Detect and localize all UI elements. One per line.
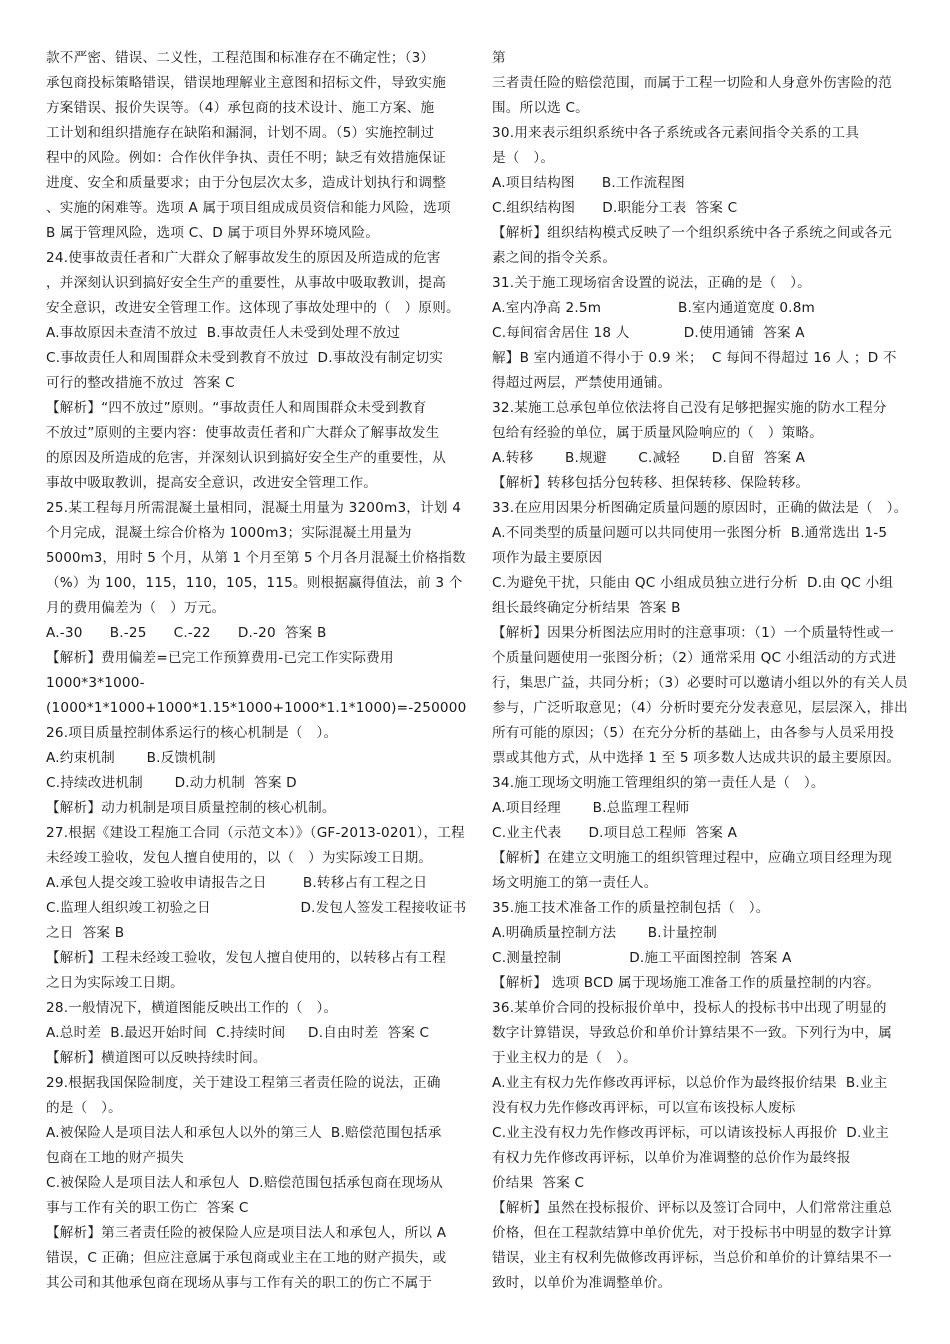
text-line: C.为避免干扰，只能由 QC 小组成员独立进行分析 D.由 QC 小组 xyxy=(492,575,894,591)
text-line: 不放过”原则的主要内容：使事故责任者和广大群众了解事故发生 xyxy=(46,425,440,441)
text-line: C.监理人组织竣工初验之日 D.发包人签发工程接收证书 xyxy=(46,900,467,916)
text-line: 32.某施工总承包单位依法将自己没有足够把握实施的防水工程分 xyxy=(492,400,887,416)
text-line: 之日为实际竣工日期。 xyxy=(46,975,184,991)
text-line: 【解析】虽然在投标报价、评标以及签订合同中，人们常常注重总 xyxy=(492,1200,893,1216)
text-line: 围。所以选 C。 xyxy=(492,100,589,116)
text-line: 未经竣工验收，发包人擅自使用的，以（ ）为实际竣工日期。 xyxy=(46,850,433,866)
text-line: 第 xyxy=(492,50,506,66)
text-line: C.事故责任人和周围群众未受到教育不放过 D.事故没有制定切实 xyxy=(46,350,444,366)
text-line: A.室内净高 2.5m B.室内通道宽度 0.8m xyxy=(492,300,815,316)
text-line: 素之间的指令关系。 xyxy=(492,250,617,266)
text-line: 【解析】组织结构模式反映了一个组织系统中各子系统之间或各元 xyxy=(492,225,893,241)
text-line: 工计划和组织措施存在缺陷和漏洞，计划不周。（5）实施控制过 xyxy=(46,125,435,141)
text-line: A.明确质量控制方法 B.计量控制 xyxy=(492,925,717,941)
left-column xyxy=(46,46,466,1296)
text-line: 所有可能的原因；（5）在充分分析的基础上，由各参与人员采用投 xyxy=(492,725,895,741)
text-line: 34.施工现场文明施工管理组织的第一责任人是（ ）。 xyxy=(492,775,825,791)
text-line: 于业主权力的是（ ）。 xyxy=(492,1050,637,1066)
text-line: 项作为最主要原因 xyxy=(492,550,603,566)
text-line: A.被保险人是项目法人和承包人以外的第三人 B.赔偿范围包括承 xyxy=(46,1125,442,1141)
text-line: 三者责任险的赔偿范围，而属于工程一切险和人身意外伤害险的范 xyxy=(492,75,893,91)
text-line: 解】B 室内通道不得小于 0.9 米； C 每间不得超过 16 人 ；D 不 xyxy=(492,350,897,366)
text-line: 【解析】第三者责任险的被保险人应是项目法人和承包人，所以 A xyxy=(46,1225,447,1241)
text-line: 27.根据《建设工程施工合同（示范文本）》（GF-2013-0201），工程 xyxy=(46,825,465,841)
text-line: 【解析】费用偏差=已完工作预算费用-已完工作实际费用 xyxy=(46,650,394,666)
text-line: 5000m3，用时 5 个月，从第 1 个月至第 5 个月各月混凝土价格指数 xyxy=(46,550,466,566)
text-line: 场文明施工的第一责任人。 xyxy=(492,875,658,891)
text-line: 【解析】转移包括分包转移、担保转移、保险转移。 xyxy=(492,475,810,491)
text-line: 进度、安全和质量要求；由于分包层次太多，造成计划执行和调整 xyxy=(46,175,447,191)
text-line: 票或其他方式，从中选择 1 至 5 项多数人达成共识的最主要原因。 xyxy=(492,750,901,766)
text-line: A.-30 B.-25 C.-22 D.-20 答案 B xyxy=(46,625,327,641)
text-line: 参与，广泛听取意见；（4）分析时要充分发表意见，层层深入，排出 xyxy=(492,700,908,716)
text-line: A.转移 B.规避 C.减轻 D.自留 答案 A xyxy=(492,450,806,466)
text-line: 24.使事故责任者和广大群众了解事故发生的原因及所造成的危害 xyxy=(46,250,441,266)
text-line: 事故中吸取教训，提高安全意识，改进安全管理工作。 xyxy=(46,475,378,491)
text-line: 【解析】“四不放过”原则。“事故责任人和周围群众未受到教育 xyxy=(46,400,427,416)
text-line: 25.某工程每月所需混凝土量相同，混凝土用量为 3200m3，计划 4 xyxy=(46,500,462,516)
text-line: A.项目经理 B.总监理工程师 xyxy=(492,800,690,816)
text-line: 个质量问题使用一张图分析；（2）通常采用 QC 小组活动的方式进 xyxy=(492,650,897,666)
text-line: 、实施的闲难等。选项 A 属于项目组成成员资信和能力风险，选项 xyxy=(46,200,451,216)
text-line: A.总时差 B.最迟开始时间 C.持续时间 D.自由时差 答案 C xyxy=(46,1025,430,1041)
text-line: 组长最终确定分析结果 答案 B xyxy=(492,600,681,616)
text-line: C.测量控制 D.施工平面图控制 答案 A xyxy=(492,950,792,966)
text-line: 个月完成，混凝土综合价格为 1000m3；实际混凝土用量为 xyxy=(46,525,412,541)
text-line: 包商在工地的财产损失 xyxy=(46,1150,184,1166)
text-line: 29.根据我国保险制度，关于建设工程第三者责任险的说法，正确 xyxy=(46,1075,441,1091)
text-line: 款不严密、错误、二义性，工程范围和标准存在不确定性；（3） xyxy=(46,50,435,66)
text-line: 方案错误、报价失误等。（4）承包商的技术设计、施工方案、施 xyxy=(46,100,435,116)
text-line: 35.施工技术准备工作的质量控制包括（ ）。 xyxy=(492,900,770,916)
text-line: 程中的风险。例如：合作伙伴争执、责任不明；缺乏有效措施保证 xyxy=(46,150,447,166)
text-line: 【解析】因果分析图法应用时的注意事项：（1）一个质量特性或一 xyxy=(492,625,895,641)
text-line: 的原因及所造成的危害，并深刻认识到搞好安全生产的重要性，从 xyxy=(46,450,447,466)
text-line: 其公司和其他承包商在现场从事与工作有关的职工的伤亡不属于 xyxy=(46,1275,433,1291)
text-line: C.每间宿舍居住 18 人 D.使用通铺 答案 A xyxy=(492,325,805,341)
text-line: A.业主有权力先作修改再评标，以总价作为最终报价结果 B.业主 xyxy=(492,1075,888,1091)
text-line: 行，集思广益，共同分析；（3）必要时可以邀请小组以外的有关人员 xyxy=(492,675,908,691)
text-line: （%）为 100，115，110，105，115。则根据赢得值法，前 3 个 xyxy=(46,575,463,591)
text-line: 31.关于施工现场宿舍设置的说法，正确的是（ ）。 xyxy=(492,275,811,291)
text-line: 是（ ）。 xyxy=(492,150,555,166)
text-line: 得超过两层，严禁使用通铺。 xyxy=(492,375,672,391)
text-line: A.约束机制 B.反馈机制 xyxy=(46,750,216,766)
text-line: C.业主没有权力先作修改再评标，可以请该投标人再报价 D.业主 xyxy=(492,1125,890,1141)
text-line: 数字计算错误，导致总价和单价计算结果不一致。下列行为中，属 xyxy=(492,1025,893,1041)
text-line: 月的费用偏差为（ ）万元。 xyxy=(46,600,226,616)
text-line: 【解析】工程未经竣工验收，发包人擅自使用的，以转移占有工程 xyxy=(46,950,447,966)
text-line: 之日 答案 B xyxy=(46,925,125,941)
text-line: A.项目结构图 B.工作流程图 xyxy=(492,175,685,191)
text-line: 安全意识，改进安全管理工作。这体现了事故处理中的（ ）原则。 xyxy=(46,300,460,316)
text-line: ，并深刻认识到搞好安全生产的重要性，从事故中吸取教训，提高 xyxy=(46,275,447,291)
text-line: A.事故原因未查清不放过 B.事故责任人未受到处理不放过 xyxy=(46,325,401,341)
text-line: 36.某单价合同的投标报价单中，投标人的投标书中出现了明显的 xyxy=(492,1000,887,1016)
text-line: 30.用来表示组织系统中各子系统或各元素间指令关系的工具 xyxy=(492,125,860,141)
text-line: C.组织结构图 D.职能分工表 答案 C xyxy=(492,200,738,216)
text-line: 价格，但在工程款结算中单价优先，对于投标书中明显的数字计算 xyxy=(492,1225,893,1241)
text-line: 没有权力先作修改再评标，可以宣布该投标人废标 xyxy=(492,1100,796,1116)
right-column xyxy=(492,46,910,1296)
text-line: 1000*3*1000- xyxy=(46,675,145,691)
text-line: 33.在应用因果分析图确定质量问题的原因时，正确的做法是（ ）。 xyxy=(492,500,908,516)
text-line: C.被保险人是项目法人和承包人 D.赔偿范围包括承包商在现场从 xyxy=(46,1175,444,1191)
text-line: C.业主代表 D.项目总工程师 答案 A xyxy=(492,825,738,841)
text-line: 错误，C 正确；但应注意属于承包商或业主在工地的财产损失，或 xyxy=(46,1250,447,1266)
text-line: 【解析】在建立文明施工的组织管理过程中，应确立项目经理为现 xyxy=(492,850,893,866)
text-line: 包给有经验的单位，属于质量风险响应的（ ）策略。 xyxy=(492,425,824,441)
text-line: A.不同类型的质量问题可以共同使用一张图分析 B.通常选出 1-5 xyxy=(492,525,888,541)
text-line: 错误，业主有权利先做修改再评标，当总价和单价的计算结果不一 xyxy=(492,1250,893,1266)
text-line: 【解析】 选项 BCD 属于现场施工准备工作的质量控制的内容。 xyxy=(492,975,881,991)
text-line: 【解析】横道图可以反映持续时间。 xyxy=(46,1050,267,1066)
text-line: B 属于管理风险，选项 C、D 属于项目外界环境风险。 xyxy=(46,225,380,241)
text-line: A.承包人提交竣工验收申请报告之日 B.转移占有工程之日 xyxy=(46,875,428,891)
text-line: 承包商投标策略错误，错误地理解业主意图和招标文件，导致实施 xyxy=(46,75,447,91)
text-line: (1000*1*1000+1000*1.15*1000+1000*1.1*1000)=-250000 xyxy=(46,700,467,716)
text-line: C.持续改进机制 D.动力机制 答案 D xyxy=(46,775,297,791)
text-line: 价结果 答案 C xyxy=(492,1175,585,1191)
text-line: 26.项目质量控制体系运行的核心机制是（ ）。 xyxy=(46,725,338,741)
text-line: 有权力先作修改再评标，以单价为准调整的总价作为最终报 xyxy=(492,1150,851,1166)
text-line: 的是（ ）。 xyxy=(46,1100,122,1116)
text-line: 事与工作有关的职工伤亡 答案 C xyxy=(46,1200,249,1216)
text-line: 可行的整改措施不放过 答案 C xyxy=(46,375,235,391)
text-line: 致时，以单价为准调整单价。 xyxy=(492,1275,672,1291)
text-line: 【解析】动力机制是项目质量控制的核心机制。 xyxy=(46,800,336,816)
text-line: 28.一般情况下，横道图能反映出工作的（ ）。 xyxy=(46,1000,338,1016)
